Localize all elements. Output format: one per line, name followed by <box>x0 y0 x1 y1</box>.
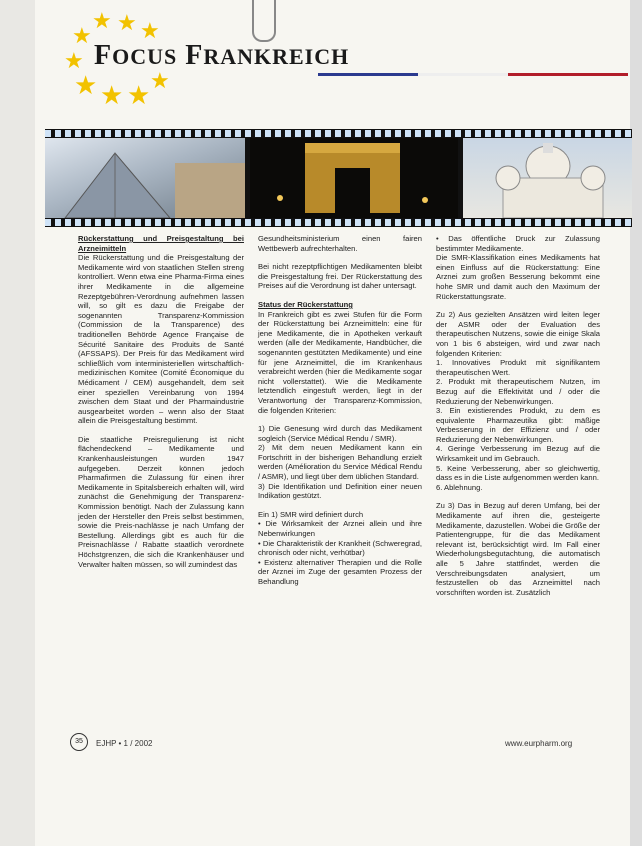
paragraph: 3) Die Identifikation und Definition einer neuen Indikation gestützt. <box>258 481 422 501</box>
paragraph: 2) Mit dem neuen Medikament kann ein Fortschritt in der bisherigen Behandlung erzielt werden (Amélioration du Service Médical Rendu / ASMR), und liegt über dem üblichen Standard. <box>258 443 422 482</box>
paragraph: Zu 2) Aus gezielten Ansätzen wird leiten leger der ASMR oder der Evaluation des therapeutischen Nutzens, sowie die einige Skala von 1 bis 6 absteigen, wird und zwar nach folgenden Kriterien: <box>436 310 600 358</box>
paragraph: Die Rückerstattung und die Preisgestaltung der Medikamente wird von staatlichen Stellen streng kontrolliert. Wenn etwa eine Pharma-Firma eines ihrer Medikamente in die allgemeine Rezeptgebühren-Verordnung aufnehmen lassen will, so gilt es dazu die Freigabe der sogenannten Transparenz-Kommission (Commission de la Transparence) des traditionellen Behörde Agence Française de Sécurité Sanitaire des Produits de Santé (AFSSAPS). Der Preis für das Medikament wird schließlich vom interministeriellen wirtschaftlich-medizinischen Komitee (Comité Économique du Médicament / CEM) ausgehandelt, dem seit einer speziellen Vereinbarung von 1994 zwischen dem Staat und der Pharmaindustrie ausgearbeitet worden – wenn also der Staat allein die Preisgestaltung bestimmt. <box>78 253 244 426</box>
list-item: • Das öffentliche Druck zur Zulassung bestimmter Medikamente. <box>436 234 600 253</box>
photo-strip <box>45 129 632 227</box>
list-item: • Die Wirksamkeit der Arznei allein und ihre Nebenwirkungen <box>258 519 422 539</box>
film-holes-bottom <box>45 219 632 226</box>
paragraph: Die SMR-Klassifikation eines Medikaments hat einen Einfluss auf die Rückerstattung: Eine Arznei zum großen Besserung bekommt eine hohe SMR und damit auch den Maximum der Rückerstattungsrate. <box>436 253 600 301</box>
paragraph: Ein 1) SMR wird definiert durch <box>258 509 364 519</box>
section-heading-refund: Rückerstattung und Preisgestaltung bei Arzneimitteln <box>78 234 244 253</box>
paragraph: Die staatliche Preisregulierung ist nicht flächendeckend – Medikamente und Krankenhausleistungen wurden 1947 aufgegeben. Derzeit können jedoch Pharmafirmen die Zulassung für einen ihrer Medikamente in Spitalsbereich erhalten will, wird zunächst die Genehmigung der Transparenz-Kommission benötigt. Nach der Zulassung kann jeden der Hersteller den Preis selbst bestimmen, sowie die Preis-nachlässe je nach Umfang der Bestellung. Allerdings gibt es auch für die Preisnachlässe / Rabatte staatlich verordnete Höchstgrenzen, die sich die Krankenhäuser und Verwalter halten müssen, so will zumindest das <box>78 434 244 569</box>
section-heading-status: Status der Rückerstattung <box>258 299 353 309</box>
page-number: 35 <box>70 733 88 751</box>
page-edge <box>630 0 642 846</box>
column-3 <box>436 234 600 606</box>
list-item: • Existenz alternativer Therapien und die Rolle der Arznei im Zuge der gesamten Prozess der Behandlung <box>258 557 422 586</box>
title-word2: RANKREICH <box>203 44 350 69</box>
paragraph: Gesundheitsministerium einen fairen Wettbewerb aufrechterhalten. <box>258 234 422 253</box>
eu-stars-logo: ★ ★ ★ ★ ★ ★ ★ ★ ★ <box>64 8 170 110</box>
arch-icon <box>250 138 458 218</box>
title-word1: OCUS <box>112 44 178 69</box>
list-item: 2. Produkt mit therapeutischem Nutzen, im Bezug auf die Effektivität und / oder die Reduzierung der Nebenwirkungen. <box>436 377 600 406</box>
pyramid-icon <box>45 138 245 218</box>
title-letter: F <box>94 40 113 71</box>
list-item: • Die Charakteristik der Krankheit (Schweregrad, chronisch oder nicht, verhütbar) <box>258 538 422 558</box>
louvre-pyramid-photo <box>45 138 245 218</box>
page-title <box>94 40 349 72</box>
list-item: 1. Innovatives Produkt mit signifikantem therapeutischen Wert. <box>436 358 600 377</box>
paragraph: 1) Die Genesung wird durch das Medikament sogleich (Service Médical Rendu / SMR). <box>258 424 422 443</box>
title-letter2: F <box>185 40 204 71</box>
paragraph: Bei nicht rezeptpflichtigen Medikamenten bleibt die Preisgestaltung frei. Der Rückerstattung des Preises auf die Verordnung ist daher untersagt. <box>258 262 422 291</box>
sacre-coeur-photo <box>463 138 632 218</box>
arc-de-triomphe-photo <box>250 138 458 218</box>
basilica-icon <box>463 138 632 218</box>
film-holes-top <box>45 130 632 137</box>
journal-issue: EJHP • 1 / 2002 <box>96 739 153 748</box>
column-2 <box>258 234 422 596</box>
footer-url: www.eurpharm.org <box>505 739 573 748</box>
list-item: 4. Geringe Verbesserung im Bezug auf die Wirksamkeit und im Gebrauch. <box>436 444 600 464</box>
paper-clip <box>252 0 276 42</box>
list-item: 3. Ein existierendes Produkt, zu dem es equivalente Pharmazeutika gibt: mäßige Verbesserung in der Effizienz und / oder Reduzierung der Nebenwirkungen. <box>436 406 600 444</box>
paragraph: In Frankreich gibt es zwei Stufen für die Form der Rückerstattung bei Arzneimitteln: eine für jene Medikamente, die in Apotheken verkauft werden (alle der Medikamente, Handbücher, die sogenannten gestützten Medikamente) und eine für jene Arzneimittel, die im Krankenhaus verabreicht werden (hier die Medikamente sogar nicht vollerstattet). Wie die Medikamente letztendlich eingestuft werden, liegt in der Verantwortung der Transparenz-Kommission, die folgenden Kriterien: <box>258 309 422 415</box>
list-item: 5. Keine Verbesserung, aber so gleichwertig, dass es in die Liste aufgenommen werden kann. <box>436 463 600 483</box>
column-1 <box>78 234 244 578</box>
title-rule-red <box>508 73 628 76</box>
paragraph: Zu 3) Das in Bezug auf deren Umfang, bei der Medikamente auf ihren die, gesteigerte Medikamente, dazustellen. Wobei die Größe der Patientengruppe, für die das Medikament relevant ist, berücksichtigt wird. Im Fall einer Wiederholungsbegutachtung, die automatisch alle 5 Jahre stattfindet, werden die Verschreibungsdaten analysiert, um festzustellen ob das Arzneimittel nach vorschriften worden ist. Zusätzlich <box>436 501 600 597</box>
title-rule-blue <box>318 73 418 76</box>
title-rule-white <box>418 73 508 76</box>
list-item: 6. Ablehnung. <box>436 482 483 492</box>
